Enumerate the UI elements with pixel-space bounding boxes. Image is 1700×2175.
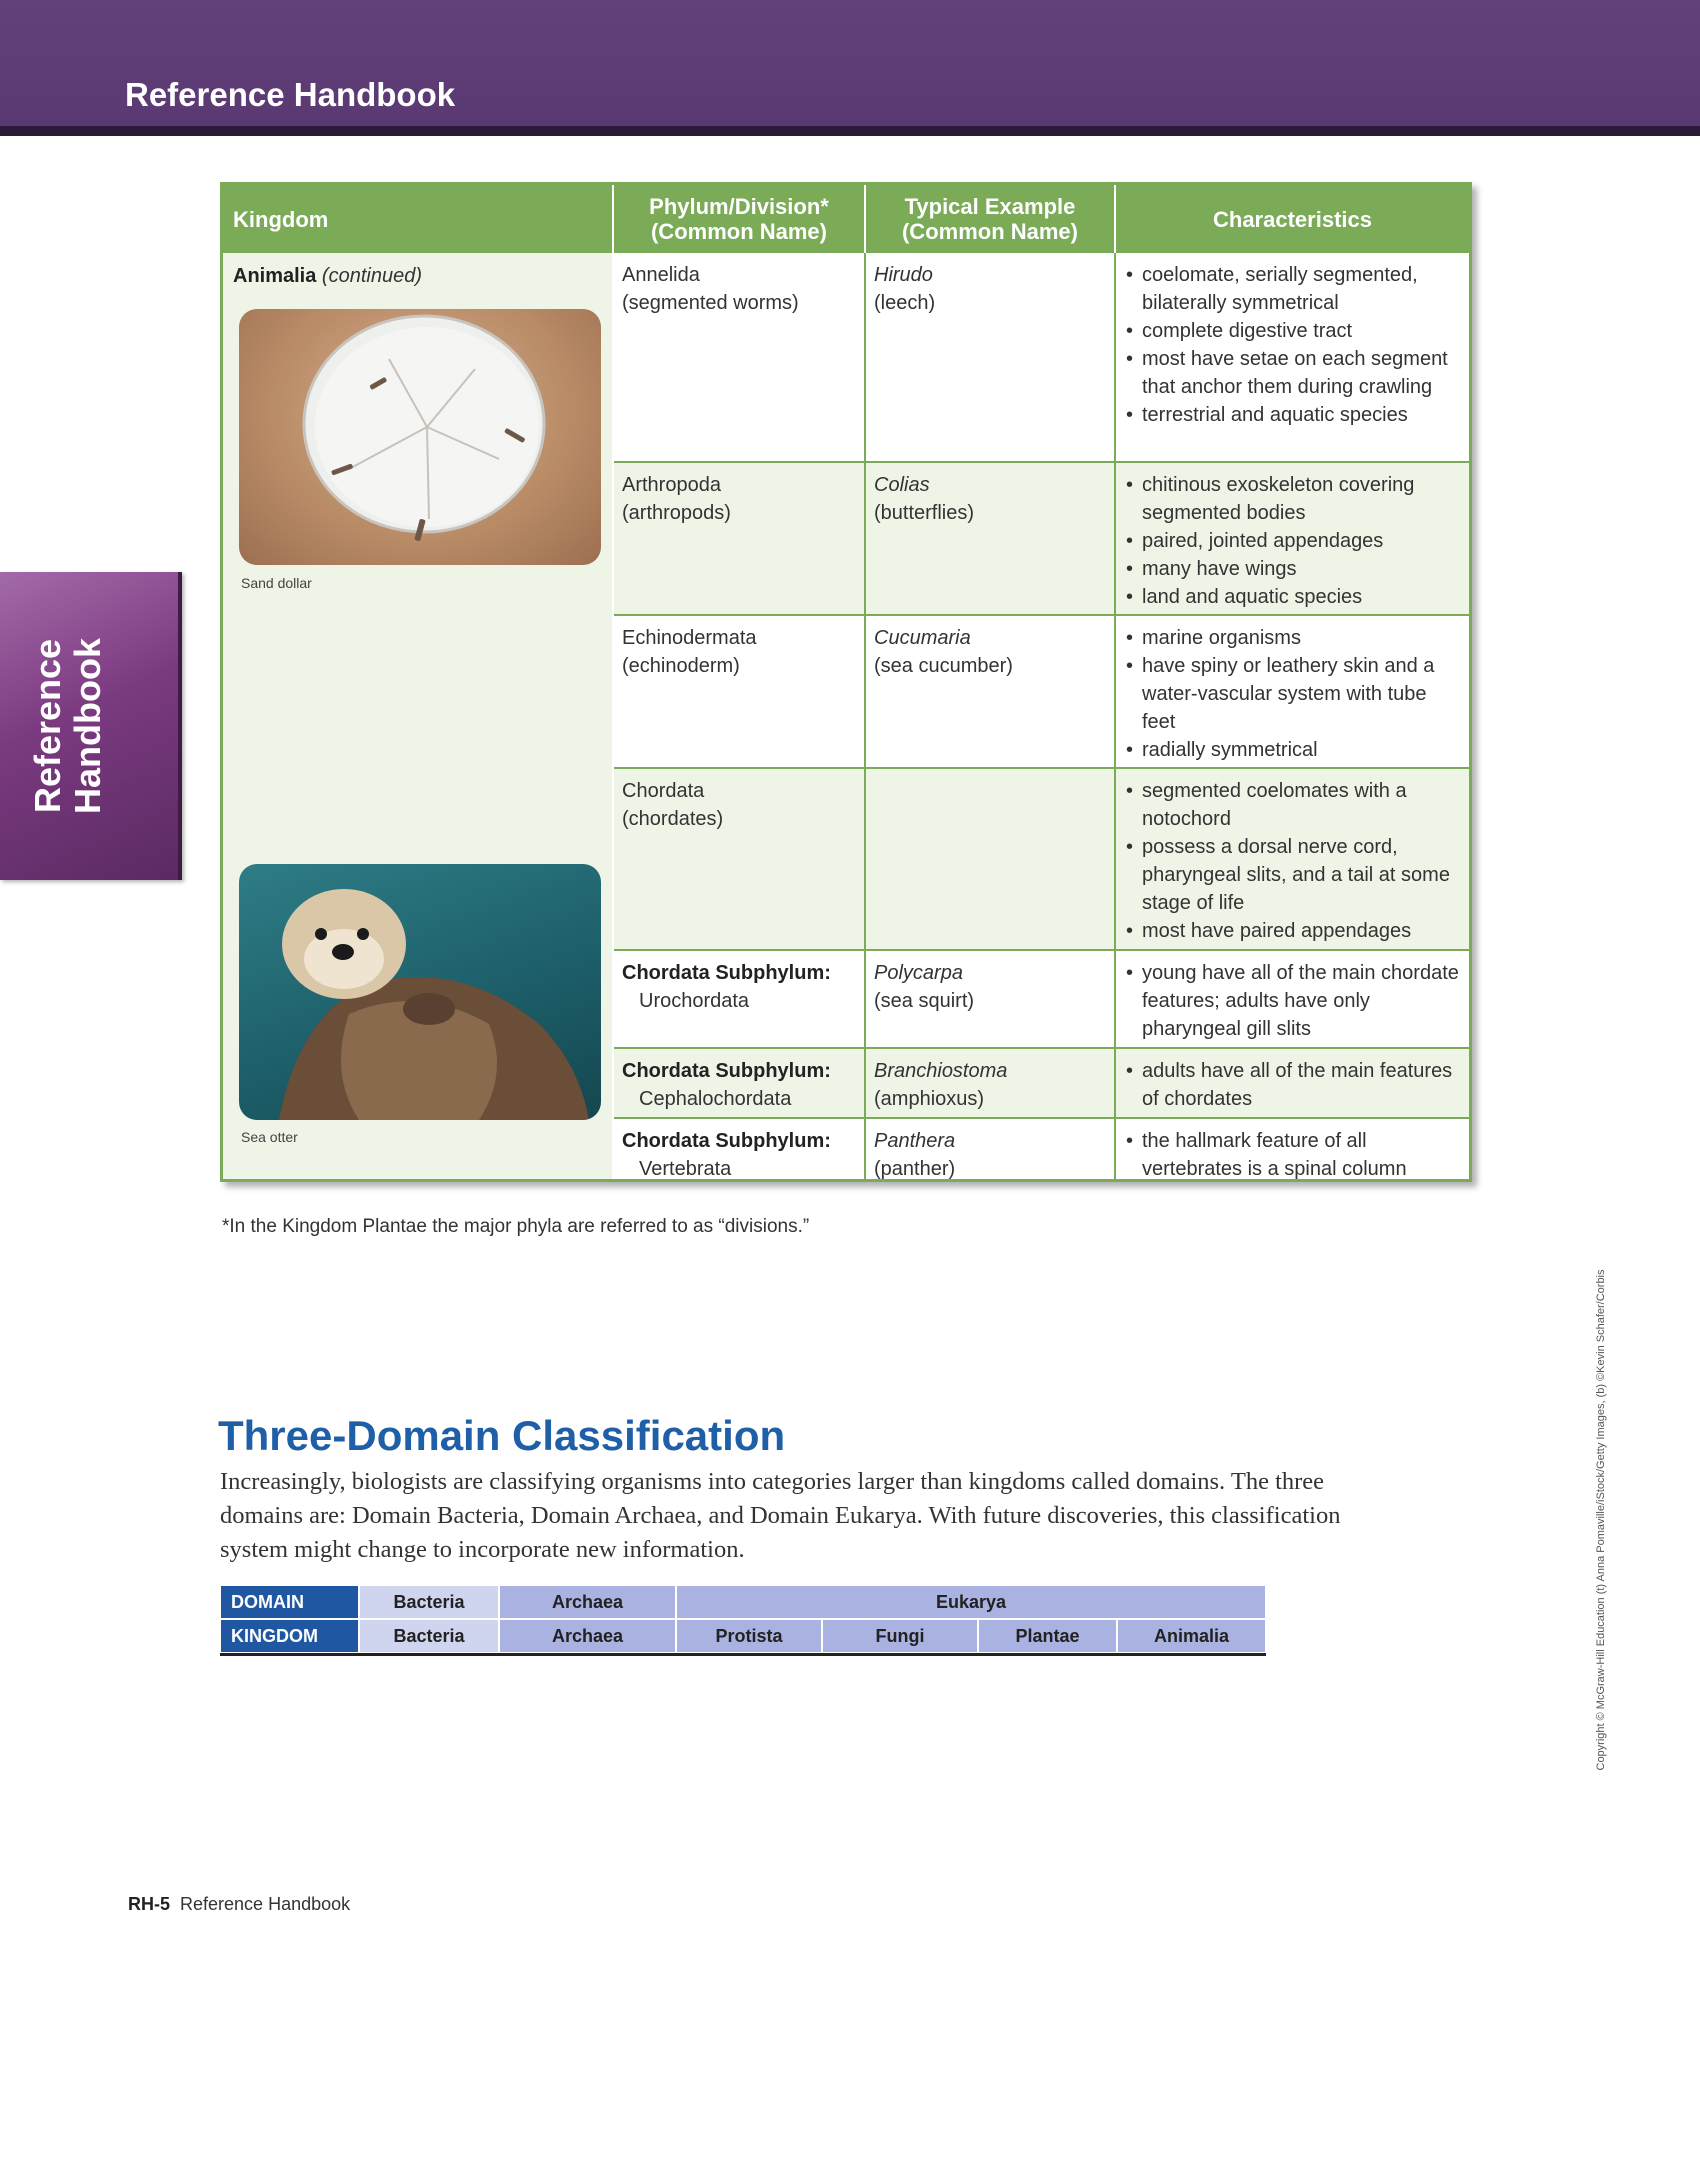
kingdom-cell: Bacteria bbox=[359, 1619, 499, 1653]
characteristics-cell bbox=[1116, 616, 1469, 767]
list-item: • most have setae on each segment that anchor them during crawling bbox=[1126, 345, 1461, 401]
list-item: • land and aquatic species bbox=[1126, 583, 1461, 611]
section-body: Increasingly, biologists are classifying organisms into categories larger than kingdoms called domains. The three domains are: Domain Bacteria, Domain Archaea, and Domain Eukarya. With future discoveries, this classification system might change to incorporate new information. bbox=[220, 1468, 1341, 1563]
list-item: • segmented coelomates with a notochord bbox=[1126, 777, 1461, 833]
kingdom-label: KINGDOM bbox=[220, 1619, 359, 1653]
table-row bbox=[614, 616, 1469, 769]
list-item: • paired, jointed appendages bbox=[1126, 527, 1461, 555]
phylum-cell: Arthropoda (arthropods) bbox=[614, 463, 866, 614]
header-title: Reference Handbook bbox=[125, 76, 456, 113]
domain-table bbox=[220, 1585, 1266, 1656]
list-item: • complete digestive tract bbox=[1126, 317, 1461, 345]
example-cell: Polycarpa (sea squirt) bbox=[866, 951, 1116, 1047]
header-characteristics: Characteristics bbox=[1213, 206, 1372, 232]
phylum-cell: Chordata Subphylum: Urochordata bbox=[614, 951, 866, 1047]
example-cell: Hirudo (leech) bbox=[866, 253, 1116, 461]
footer-label: Reference Handbook bbox=[180, 1894, 351, 1914]
list-item: • have spiny or leathery skin and a water-vascular system with tube feet bbox=[1126, 652, 1461, 736]
list-item: • many have wings bbox=[1126, 555, 1461, 583]
list-item: • adults have all of the main features of chordates bbox=[1126, 1057, 1461, 1113]
sand-dollar-caption: Sand dollar bbox=[241, 575, 312, 591]
list-item: • radially symmetrical bbox=[1126, 736, 1461, 764]
kingdom-cell: Archaea bbox=[499, 1619, 676, 1653]
domain-cell: Archaea bbox=[499, 1585, 676, 1619]
list-item: • the hallmark feature of all vertebrates is a spinal column bbox=[1126, 1127, 1461, 1183]
page-number: RH-5 bbox=[128, 1894, 171, 1914]
list-item: • coelomate, serially segmented, bilaterally symmetrical bbox=[1126, 261, 1461, 317]
header-rule bbox=[0, 126, 1700, 136]
characteristics-cell bbox=[1116, 951, 1469, 1047]
list-item: • marine organisms bbox=[1126, 624, 1461, 652]
table-header-row bbox=[223, 185, 1469, 253]
phylum-cell: Echinodermata (echinoderm) bbox=[614, 616, 866, 767]
kingdom-cell: Protista bbox=[676, 1619, 822, 1653]
domain-label: DOMAIN bbox=[220, 1585, 359, 1619]
list-item: • terrestrial and aquatic species bbox=[1126, 401, 1461, 429]
header-phylum: Phylum/Division* (Common Name) bbox=[614, 185, 866, 253]
list-item: • possess a dorsal nerve cord, pharyngeal slits, and a tail at some stage of life bbox=[1126, 833, 1461, 917]
domain-row bbox=[220, 1585, 1266, 1619]
phylum-cell: Chordata Subphylum: Vertebrata bbox=[614, 1119, 866, 1179]
header-kingdom: Kingdom bbox=[223, 185, 614, 253]
section-title: Three-Domain Classification bbox=[218, 1412, 786, 1459]
sea-otter-photo bbox=[239, 864, 601, 1120]
kingdom-label: Animalia (continued) bbox=[233, 265, 422, 287]
example-cell: Branchiostoma (amphioxus) bbox=[866, 1049, 1116, 1117]
phylum-cell: Annelida (segmented worms) bbox=[614, 253, 866, 461]
phylum-cell: Chordata (chordates) bbox=[614, 769, 866, 949]
domain-cell: Bacteria bbox=[359, 1585, 499, 1619]
table-row bbox=[614, 951, 1469, 1049]
kingdom-cell: Animalia bbox=[1117, 1619, 1266, 1653]
classification-table bbox=[220, 182, 1472, 1182]
example-cell: Colias (butterflies) bbox=[866, 463, 1116, 614]
kingdom-cell: Fungi bbox=[822, 1619, 978, 1653]
sea-otter-image bbox=[239, 864, 601, 1120]
table-row bbox=[614, 1119, 1469, 1179]
characteristics-cell bbox=[1116, 463, 1469, 614]
example-cell: Cucumaria (sea cucumber) bbox=[866, 616, 1116, 767]
table-footnote: *In the Kingdom Plantae the major phyla are referred to as “divisions.” bbox=[222, 1216, 810, 1237]
side-tab-label: Reference Handbook bbox=[27, 638, 108, 814]
example-cell: Panthera (panther) bbox=[866, 1119, 1116, 1179]
domain-cell: Eukarya bbox=[676, 1585, 1266, 1619]
photo-credit: Copyright © McGraw-Hill Education (t) Anna Pomaville/iStock/Getty Images, (b) ©Kevin Schafer/Corbis bbox=[1595, 1269, 1607, 1771]
table-row bbox=[614, 769, 1469, 951]
table-row bbox=[614, 253, 1469, 463]
table-row bbox=[614, 463, 1469, 616]
list-item: • chitinous exoskeleton covering segmented bodies bbox=[1126, 471, 1461, 527]
sea-otter-caption: Sea otter bbox=[241, 1129, 298, 1145]
table-row bbox=[614, 1049, 1469, 1119]
list-item: • most have paired appendages bbox=[1126, 917, 1461, 945]
characteristics-cell bbox=[1116, 253, 1469, 461]
sand-dollar-photo bbox=[239, 309, 601, 565]
header-example: Typical Example (Common Name) bbox=[866, 185, 1116, 253]
page-footer bbox=[128, 1894, 350, 1915]
list-item: • young have all of the main chordate features; adults have only pharyngeal gill slits bbox=[1126, 959, 1461, 1043]
kingdom-cell: Plantae bbox=[978, 1619, 1117, 1653]
sand-dollar-image bbox=[239, 309, 601, 565]
kingdom-row bbox=[220, 1619, 1266, 1653]
phylum-cell: Chordata Subphylum: Cephalochordata bbox=[614, 1049, 866, 1117]
phylum-rows bbox=[614, 253, 1469, 1179]
characteristics-cell bbox=[1116, 1049, 1469, 1117]
example-cell bbox=[866, 769, 1116, 949]
characteristics-cell bbox=[1116, 1119, 1469, 1179]
kingdom-column bbox=[223, 253, 614, 1179]
characteristics-cell bbox=[1116, 769, 1469, 949]
